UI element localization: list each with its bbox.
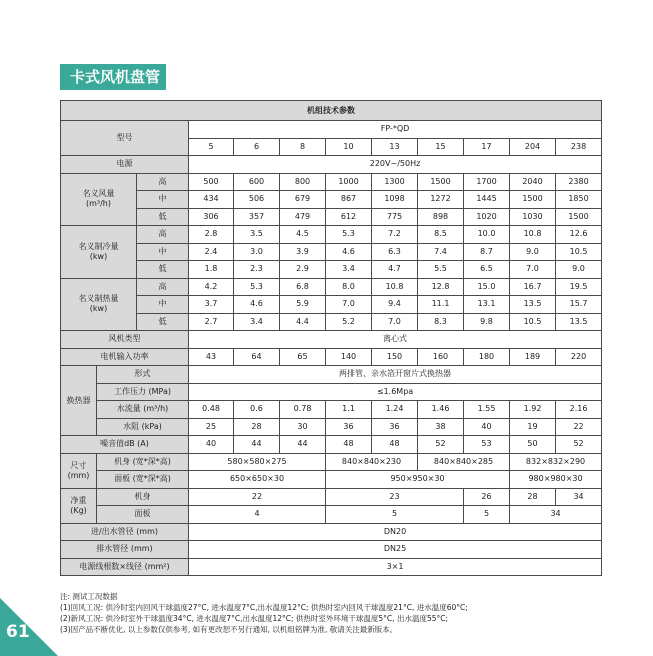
table-cell: 1445 xyxy=(464,191,510,209)
table-cell: 16.7 xyxy=(510,278,556,296)
table-row xyxy=(61,366,602,384)
table-cell: 7.0 xyxy=(326,296,372,314)
table-cell: 2.4 xyxy=(189,243,234,261)
row-label: 净重 xyxy=(70,495,87,505)
table-row xyxy=(61,173,602,191)
table-cell: 3.5 xyxy=(234,226,280,244)
table-cell: 140 xyxy=(326,348,372,366)
table-cell: 8.7 xyxy=(464,243,510,261)
table-cell: 1500 xyxy=(418,173,464,191)
table-cell: 19.5 xyxy=(556,278,602,296)
table-cell: 840×840×230 xyxy=(326,453,418,471)
level-label: 低 xyxy=(137,261,189,279)
table-cell: 22 xyxy=(556,418,602,436)
row-label: 工作压力 (MPa) xyxy=(97,383,189,401)
model-cell: 10 xyxy=(326,138,372,156)
row-unit: (mm) xyxy=(67,470,90,480)
table-cell: 3.0 xyxy=(234,243,280,261)
table-cell: 800 xyxy=(280,173,326,191)
model-cell: 13 xyxy=(372,138,418,156)
level-label: 高 xyxy=(137,278,189,296)
table-cell: 12.8 xyxy=(418,278,464,296)
table-cell: 612 xyxy=(326,208,372,226)
table-row xyxy=(61,506,602,524)
table-cell: 52 xyxy=(418,436,464,454)
table-cell: 7.4 xyxy=(418,243,464,261)
row-label: 排水管径 (mm) xyxy=(61,541,189,559)
table-cell: 4.7 xyxy=(372,261,418,279)
table-cell: 7.0 xyxy=(510,261,556,279)
table-cell: 10.8 xyxy=(510,226,556,244)
table-cell: 23 xyxy=(326,488,464,506)
model-cell: 6 xyxy=(234,138,280,156)
table-cell: 4.6 xyxy=(326,243,372,261)
table-cell: 189 xyxy=(510,348,556,366)
table-row xyxy=(61,208,602,226)
row-label: 电源线根数×线径 (mm²) xyxy=(61,558,189,576)
series-name: FP-*QD xyxy=(189,121,602,139)
table-cell: 48 xyxy=(372,436,418,454)
table-cell: 2.7 xyxy=(189,313,234,331)
table-row xyxy=(61,101,602,121)
table-cell: 9.0 xyxy=(556,261,602,279)
table-cell: 775 xyxy=(372,208,418,226)
table-cell: 180 xyxy=(464,348,510,366)
table-cell: 10.8 xyxy=(372,278,418,296)
row-label: 机身 (宽*深*高) xyxy=(97,453,189,471)
table-cell: 2.8 xyxy=(189,226,234,244)
table-cell: 8.5 xyxy=(418,226,464,244)
spec-table xyxy=(60,100,602,576)
table-cell: 13.1 xyxy=(464,296,510,314)
table-cell xyxy=(61,453,97,488)
table-cell xyxy=(61,173,137,226)
table-cell: 2.3 xyxy=(234,261,280,279)
table-cell: 220V~/50Hz xyxy=(189,156,602,174)
table-cell xyxy=(61,226,137,279)
table-cell: 6.3 xyxy=(372,243,418,261)
table-cell: 506 xyxy=(234,191,280,209)
row-label: 尺寸 xyxy=(70,460,87,470)
table-row xyxy=(61,191,602,209)
table-cell: 1.55 xyxy=(464,401,510,419)
table-cell: 1020 xyxy=(464,208,510,226)
table-cell: 30 xyxy=(280,418,326,436)
table-cell: 5.3 xyxy=(326,226,372,244)
table-cell: 25 xyxy=(189,418,234,436)
table-cell: 26 xyxy=(464,488,510,506)
table-cell: 0.78 xyxy=(280,401,326,419)
table-row xyxy=(61,453,602,471)
level-label: 高 xyxy=(137,226,189,244)
table-cell: 6.5 xyxy=(464,261,510,279)
table-cell: 1.24 xyxy=(372,401,418,419)
table-row xyxy=(61,471,602,489)
row-label: 电源 xyxy=(61,156,189,174)
table-cell: 4.5 xyxy=(280,226,326,244)
model-cell: 17 xyxy=(464,138,510,156)
table-cell: 34 xyxy=(556,488,602,506)
level-label: 低 xyxy=(137,208,189,226)
row-label: 面板 xyxy=(97,506,189,524)
table-cell: 1.1 xyxy=(326,401,372,419)
table-cell: 840×840×285 xyxy=(418,453,510,471)
table-cell: 4.6 xyxy=(234,296,280,314)
table-row xyxy=(61,261,602,279)
row-label: 进/出水管径 (mm) xyxy=(61,523,189,541)
row-label: 型号 xyxy=(61,121,189,156)
table-cell: DN25 xyxy=(189,541,602,559)
row-label: 名义制冷量 xyxy=(78,241,119,251)
table-cell: DN20 xyxy=(189,523,602,541)
table-cell: 1.92 xyxy=(510,401,556,419)
section-title: 卡式风机盘管 xyxy=(60,64,166,90)
table-cell: 150 xyxy=(372,348,418,366)
table-cell: 40 xyxy=(464,418,510,436)
table-cell: 4.2 xyxy=(189,278,234,296)
level-label: 高 xyxy=(137,173,189,191)
page-number: 61 xyxy=(6,622,30,642)
model-cell: 204 xyxy=(510,138,556,156)
table-row xyxy=(61,348,602,366)
row-label: 水阻 (kPa) xyxy=(97,418,189,436)
table-cell: 1500 xyxy=(510,191,556,209)
row-unit: (kw) xyxy=(89,251,108,261)
table-cell: 580×580×275 xyxy=(189,453,326,471)
table-row xyxy=(61,243,602,261)
table-cell: 1272 xyxy=(418,191,464,209)
table-cell: 11.1 xyxy=(418,296,464,314)
table-cell: 3.4 xyxy=(326,261,372,279)
table-cell: 离心式 xyxy=(189,331,602,349)
table-row xyxy=(61,313,602,331)
row-label: 形式 xyxy=(97,366,189,384)
table-cell: 1700 xyxy=(464,173,510,191)
table-cell: 53 xyxy=(464,436,510,454)
table-cell: 2040 xyxy=(510,173,556,191)
table-cell: 36 xyxy=(372,418,418,436)
table-cell: 28 xyxy=(510,488,556,506)
row-unit: (m³/h) xyxy=(85,199,111,209)
table-cell: 7.0 xyxy=(372,313,418,331)
table-cell: 10.5 xyxy=(510,313,556,331)
table-cell: 306 xyxy=(189,208,234,226)
model-cell: 238 xyxy=(556,138,602,156)
table-cell: 0.48 xyxy=(189,401,234,419)
table-cell: 13.5 xyxy=(510,296,556,314)
table-cell: 65 xyxy=(280,348,326,366)
table-cell: 479 xyxy=(280,208,326,226)
table-cell: 650×650×30 xyxy=(189,471,326,489)
table-row xyxy=(61,383,602,401)
table-caption: 机组技术参数 xyxy=(61,101,602,121)
table-cell: 36 xyxy=(326,418,372,436)
row-unit: (Kg) xyxy=(70,505,87,515)
table-cell: 44 xyxy=(234,436,280,454)
table-cell: 5 xyxy=(326,506,464,524)
row-label: 风机类型 xyxy=(61,331,189,349)
table-cell: 38 xyxy=(418,418,464,436)
notes xyxy=(60,591,468,635)
table-cell: 600 xyxy=(234,173,280,191)
row-label: 噪音值dB (A) xyxy=(61,436,189,454)
table-row xyxy=(61,296,602,314)
table-cell: 10.0 xyxy=(464,226,510,244)
table-cell: 679 xyxy=(280,191,326,209)
row-unit: (kw) xyxy=(89,304,108,314)
table-cell: 1.46 xyxy=(418,401,464,419)
table-cell: 34 xyxy=(510,506,602,524)
table-row xyxy=(61,541,602,559)
table-cell: 8.3 xyxy=(418,313,464,331)
row-label: 名义制热量 xyxy=(78,294,119,304)
table-row xyxy=(61,418,602,436)
table-cell: 5.3 xyxy=(234,278,280,296)
table-cell: 6.8 xyxy=(280,278,326,296)
table-cell: 22 xyxy=(189,488,326,506)
note-line: 注: 测试工况数据 xyxy=(60,592,118,601)
table-cell: 1098 xyxy=(372,191,418,209)
table-cell: 2380 xyxy=(556,173,602,191)
table-cell: 43 xyxy=(189,348,234,366)
table-cell: 434 xyxy=(189,191,234,209)
row-label: 面板 (宽*深*高) xyxy=(97,471,189,489)
table-cell: 两排管、亲水箔开窗片式换热器 xyxy=(189,366,602,384)
table-cell: 3.4 xyxy=(234,313,280,331)
table-cell: 3.7 xyxy=(189,296,234,314)
table-row xyxy=(61,401,602,419)
table-cell: 832×832×290 xyxy=(510,453,602,471)
level-label: 低 xyxy=(137,313,189,331)
table-cell: 500 xyxy=(189,173,234,191)
table-row xyxy=(61,523,602,541)
table-cell: 40 xyxy=(189,436,234,454)
table-cell: 0.6 xyxy=(234,401,280,419)
table-cell: 1030 xyxy=(510,208,556,226)
table-row xyxy=(61,278,602,296)
table-cell: 5.9 xyxy=(280,296,326,314)
table-cell: 357 xyxy=(234,208,280,226)
table-cell: 1500 xyxy=(556,208,602,226)
table-cell: 52 xyxy=(556,436,602,454)
table-cell: 12.6 xyxy=(556,226,602,244)
table-cell: 898 xyxy=(418,208,464,226)
table-cell: 160 xyxy=(418,348,464,366)
table-cell: 980×980×30 xyxy=(510,471,602,489)
table-cell: 2.9 xyxy=(280,261,326,279)
table-cell: 64 xyxy=(234,348,280,366)
table-cell: 50 xyxy=(510,436,556,454)
table-cell: 9.0 xyxy=(510,243,556,261)
table-row xyxy=(61,226,602,244)
row-label: 水流量 (m³/h) xyxy=(97,401,189,419)
table-row xyxy=(61,488,602,506)
table-cell: 13.5 xyxy=(556,313,602,331)
table-cell: 10.5 xyxy=(556,243,602,261)
level-label: 中 xyxy=(137,296,189,314)
table-cell: 19 xyxy=(510,418,556,436)
row-label: 机身 xyxy=(97,488,189,506)
table-cell: 15.7 xyxy=(556,296,602,314)
table-cell: 5.2 xyxy=(326,313,372,331)
note-line: (2)新风工况: 供冷时室外干球温度34°C, 进水温度7°C,出水温度12°C; 供热时室外环境干球温度5°C, 出水温度55°C; xyxy=(60,614,448,623)
row-label: 名义风量 xyxy=(82,189,115,199)
table-row xyxy=(61,436,602,454)
table-row xyxy=(61,558,602,576)
table-cell: 1000 xyxy=(326,173,372,191)
table-cell: 48 xyxy=(326,436,372,454)
level-label: 中 xyxy=(137,191,189,209)
table-cell: 2.16 xyxy=(556,401,602,419)
table-cell: 4.4 xyxy=(280,313,326,331)
table-cell: 5 xyxy=(464,506,510,524)
table-cell: 3×1 xyxy=(189,558,602,576)
table-cell: 950×950×30 xyxy=(326,471,510,489)
table-cell xyxy=(61,278,137,331)
table-cell: 5.5 xyxy=(418,261,464,279)
table-cell: 3.9 xyxy=(280,243,326,261)
table-cell: 28 xyxy=(234,418,280,436)
table-cell: 1.8 xyxy=(189,261,234,279)
level-label: 中 xyxy=(137,243,189,261)
note-line: (3)因产品不断优化, 以上参数仅供参考, 如有更改恕不另行通知, 以机组铭牌为准, 敬请关注最新版本。 xyxy=(60,625,398,634)
table-cell: 15.0 xyxy=(464,278,510,296)
table-row xyxy=(61,331,602,349)
note-line: (1)回风工况: 供冷时室内回风干球温度27°C, 进水温度7°C,出水温度12°C; 供热时室内回风干球温度21°C, 进水温度60°C; xyxy=(60,603,468,612)
model-cell: 15 xyxy=(418,138,464,156)
table-cell: 1300 xyxy=(372,173,418,191)
table-cell: 44 xyxy=(280,436,326,454)
table-cell: 867 xyxy=(326,191,372,209)
table-row xyxy=(61,156,602,174)
table-cell: 220 xyxy=(556,348,602,366)
model-cell: 5 xyxy=(189,138,234,156)
row-label: 换热器 xyxy=(61,366,97,436)
table-cell: 9.4 xyxy=(372,296,418,314)
table-cell: 1850 xyxy=(556,191,602,209)
model-cell: 8 xyxy=(280,138,326,156)
table-cell xyxy=(61,488,97,523)
table-cell: 7.2 xyxy=(372,226,418,244)
table-cell: 9.8 xyxy=(464,313,510,331)
table-cell: 4 xyxy=(189,506,326,524)
table-cell: 8.0 xyxy=(326,278,372,296)
row-label: 电机输入功率 xyxy=(61,348,189,366)
table-cell: ≤1.6Mpa xyxy=(189,383,602,401)
table-row xyxy=(61,121,602,139)
